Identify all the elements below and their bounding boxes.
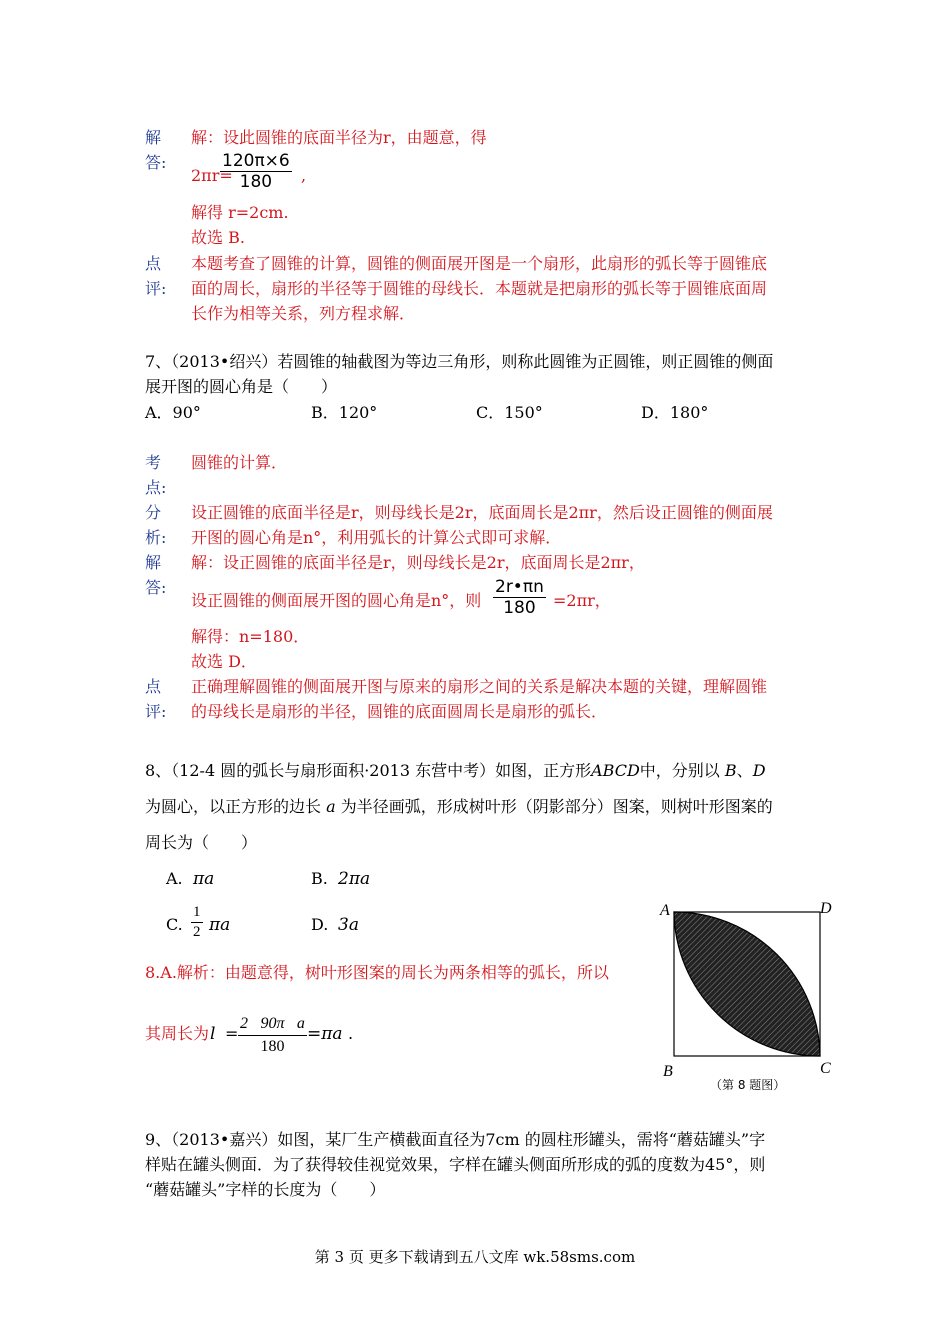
q8-analysis-den: 180 xyxy=(260,1038,285,1055)
label-fenxi-2: 析: xyxy=(145,528,167,547)
q9-stem-line3: “蘑菇罐头”字样的长度为（ ） xyxy=(145,1180,386,1199)
q7-analysis-line2: 开图的圆心角是n°，利用弧长的计算公式即可求解． xyxy=(191,528,562,547)
q8-analysis-l: l xyxy=(210,1024,216,1044)
q7-eq-numerator: 2r•πn xyxy=(495,577,544,597)
q8-stem-l2a: 为圆心，以正方形的边长 xyxy=(145,797,322,816)
q7-stem-line2: 展开图的圆心角是（ ） xyxy=(145,377,338,396)
label-kaodian-1: 考 xyxy=(145,453,162,472)
q7-solution-line2: 设正圆锥的侧面展开图的圆心角是n°，则 xyxy=(191,591,482,610)
q7-option-b: B．120° xyxy=(311,403,378,422)
q7-option-d: D．180° xyxy=(641,403,709,422)
q7-kaodian: 圆锥的计算． xyxy=(191,453,288,472)
label-jieda-1: 解 xyxy=(145,128,162,147)
q7-comment-line2: 的母线长是扇形的半径，圆锥的底面圆周长是扇形的弧长． xyxy=(191,702,608,721)
q8-option-c-label: C. xyxy=(166,915,183,934)
q6-eq-numerator: 120π×6 xyxy=(222,151,290,171)
q6-comment-line3: 长作为相等关系，列方程求解． xyxy=(191,304,416,323)
q6-eq-fraction xyxy=(220,151,292,192)
q8-stem-B: B xyxy=(724,761,737,780)
q6-solution-line3: 解得 r=2cm. xyxy=(191,203,289,222)
q8-stem-D: D xyxy=(752,761,766,780)
q8-analysis-eq: = xyxy=(225,1024,239,1043)
q8-stem-line3: 周长为（ ） xyxy=(145,833,258,852)
q8-option-a-value: πa xyxy=(193,869,215,889)
q7-solution-line3: 解得：n=180． xyxy=(191,627,310,646)
q8-analysis-num: 2⃞90π⃞a xyxy=(238,1013,307,1036)
q6-eq-denominator: 180 xyxy=(239,172,273,192)
q7-solution-line1: 解：设正圆锥的底面半径是r，则母线长是2r，底面周长是2πr， xyxy=(191,553,645,572)
label-jieda-q7-2: 答: xyxy=(145,578,167,597)
q8-figure-label-d: D xyxy=(820,900,832,917)
q9-stem-line2: 样贴在罐头侧面．为了获得较佳视觉效果，字样在罐头侧面所形成的弧的度数为45°，则 xyxy=(145,1155,766,1174)
q8-stem-line1 xyxy=(145,761,766,781)
q8-figure-label-c: C xyxy=(820,1060,831,1077)
label-dianping-2: 评: xyxy=(145,279,167,298)
q8-stem-b: 中，分别以 xyxy=(639,761,720,780)
q8-stem-var-a: a xyxy=(326,797,336,816)
q8-analysis-prefix: 其周长为 xyxy=(145,1024,210,1043)
q8-figure-label-b: B xyxy=(663,1063,673,1080)
q8-analysis-line1: 8.A.解析：由题意得，树叶形图案的周长为两条相等的弧长，所以 xyxy=(145,963,609,982)
q8-figure-leaf xyxy=(674,912,820,1056)
label-dianping-1: 点 xyxy=(145,254,162,273)
q8-figure xyxy=(655,895,845,1095)
q6-comment-line2: 面的周长，扇形的半径等于圆锥的母线长．本题就是把扇形的弧长等于圆锥底面周 xyxy=(191,279,768,298)
q8-option-c-num: 1 xyxy=(191,903,203,923)
q8-analysis-fraction xyxy=(238,1013,307,1058)
q8-stem-l2b: 为半径画弧，形成树叶形（阴影部分）图案，则树叶形图案的 xyxy=(340,797,773,816)
q7-comment-line1: 正确理解圆锥的侧面展开图与原来的扇形之间的关系是解决本题的关键，理解圆锥 xyxy=(191,677,768,696)
q8-option-b-value: 2πa xyxy=(338,869,371,889)
q8-stem-abcd: ABCD xyxy=(591,761,640,780)
q7-solution-line4: 故选 D． xyxy=(191,652,257,671)
q8-option-c-den: 2 xyxy=(193,924,201,940)
q6-solution-line4: 故选 B. xyxy=(191,228,245,247)
label-jieda-2: 答: xyxy=(145,153,167,172)
label-dianping-q7-1: 点 xyxy=(145,677,162,696)
q8-option-c-fraction xyxy=(191,903,203,942)
q7-eq-fraction xyxy=(493,577,546,618)
q7-option-c: C．150° xyxy=(476,403,543,422)
q8-stem-dun: 、 xyxy=(736,761,753,780)
q8-option-d-label: D. xyxy=(311,915,329,934)
q8-option-c-value: πa xyxy=(209,915,231,935)
label-jieda-q7-1: 解 xyxy=(145,553,162,572)
q6-solution-line1: 解：设此圆锥的底面半径为r，由题意，得 xyxy=(191,128,487,147)
q7-eq-denominator: 180 xyxy=(503,598,536,618)
label-kaodian-2: 点: xyxy=(145,478,167,497)
q8-analysis-result: =πa xyxy=(307,1024,343,1044)
q6-eq-prefix: 2πr= xyxy=(191,166,233,185)
q7-eq-suffix: =2πr， xyxy=(553,591,611,610)
q7-analysis-line1: 设正圆锥的底面半径是r，则母线长是2r，底面周长是2πr，然后设正圆锥的侧面展 xyxy=(191,503,773,522)
label-fenxi-1: 分 xyxy=(145,503,162,522)
q8-option-d-value: 3a xyxy=(338,915,359,935)
q8-option-a-label: A. xyxy=(166,869,183,888)
q8-option-b-label: B. xyxy=(311,869,328,888)
q8-analysis-end: . xyxy=(348,1024,354,1043)
label-dianping-q7-2: 评: xyxy=(145,702,167,721)
q8-figure-caption: （第 8 题图） xyxy=(710,1078,786,1092)
q7-option-a: A．90° xyxy=(145,403,201,422)
q8-stem-a: 8、（12-4 圆的弧长与扇形面积·2013 东营中考）如图，正方形 xyxy=(145,761,592,780)
q7-stem-line1: 7、（2013•绍兴）若圆锥的轴截图为等边三角形，则称此圆锥为正圆锥，则正圆锥的侧面 xyxy=(145,352,774,371)
q8-stem-line2 xyxy=(145,797,773,817)
q6-eq-suffix: , xyxy=(301,166,307,185)
page-footer: 第 3 页 更多下载请到五八文库 wk.58sms.com xyxy=(314,1248,636,1266)
q9-stem-line1: 9、（2013•嘉兴）如图，某厂生产横截面直径为7cm 的圆柱形罐头，需将“蘑菇罐头”字 xyxy=(145,1130,766,1149)
q6-comment-line1: 本题考查了圆锥的计算，圆锥的侧面展开图是一个扇形，此扇形的弧长等于圆锥底 xyxy=(191,254,768,273)
q8-figure-label-a: A xyxy=(660,902,670,919)
